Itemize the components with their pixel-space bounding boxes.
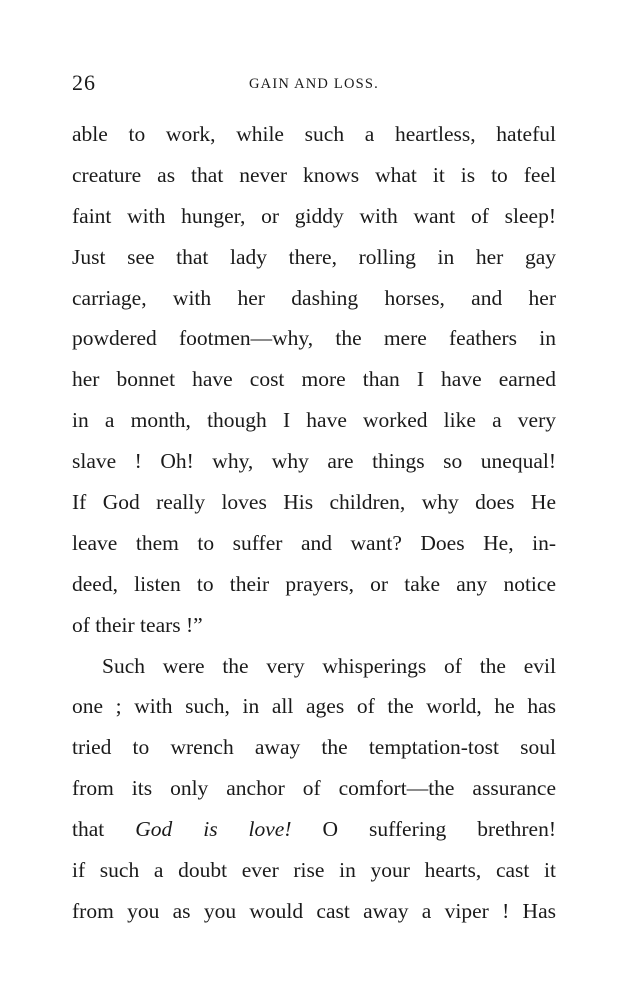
text-line: her bonnet have cost more than I have earned: [72, 367, 556, 392]
paragraph-start-line: Such were the very whisperings of the evil: [102, 653, 556, 678]
text-fragment: that: [72, 817, 136, 842]
text-line: carriage, with her dashing horses, and her: [72, 285, 556, 310]
page-header: [72, 70, 556, 102]
running-head: GAIN AND LOSS.: [249, 76, 379, 92]
text-line-with-emphasis: [72, 809, 556, 850]
text-line: from you as you would cast away a viper ! Has: [72, 898, 556, 923]
text-line: tried to wrench away the temptation-tost soul: [72, 735, 556, 760]
text-line: Just see that lady there, rolling in her gay: [72, 244, 556, 269]
text-line: of their tears !”: [72, 612, 203, 637]
text-line: leave them to suffer and want? Does He, in-: [72, 530, 556, 555]
text-line: if such a doubt ever rise in your hearts, cast it: [72, 858, 556, 883]
text-line: powdered footmen—why, the mere feathers in: [72, 326, 556, 351]
text-line: faint with hunger, or giddy with want of sleep!: [72, 203, 556, 228]
text-fragment: O suffering brethren!: [291, 817, 556, 842]
text-line: creature as that never knows what it is to feel: [72, 162, 556, 187]
text-line: in a month, though I have worked like a very: [72, 408, 556, 433]
page-number: 26: [72, 70, 96, 95]
text-line: able to work, while such a heartless, hateful: [72, 122, 556, 146]
text-line: slave ! Oh! why, why are things so unequal!: [72, 449, 556, 474]
text-line: deed, listen to their prayers, or take any notice: [72, 571, 556, 596]
italic-phrase: God is love!: [135, 817, 292, 842]
body-text: [72, 114, 556, 932]
text-line: one ; with such, in all ages of the world, he has: [72, 694, 556, 719]
text-line: If God really loves His children, why does He: [72, 490, 556, 515]
text-line: from its only anchor of comfort—the assurance: [72, 776, 556, 801]
